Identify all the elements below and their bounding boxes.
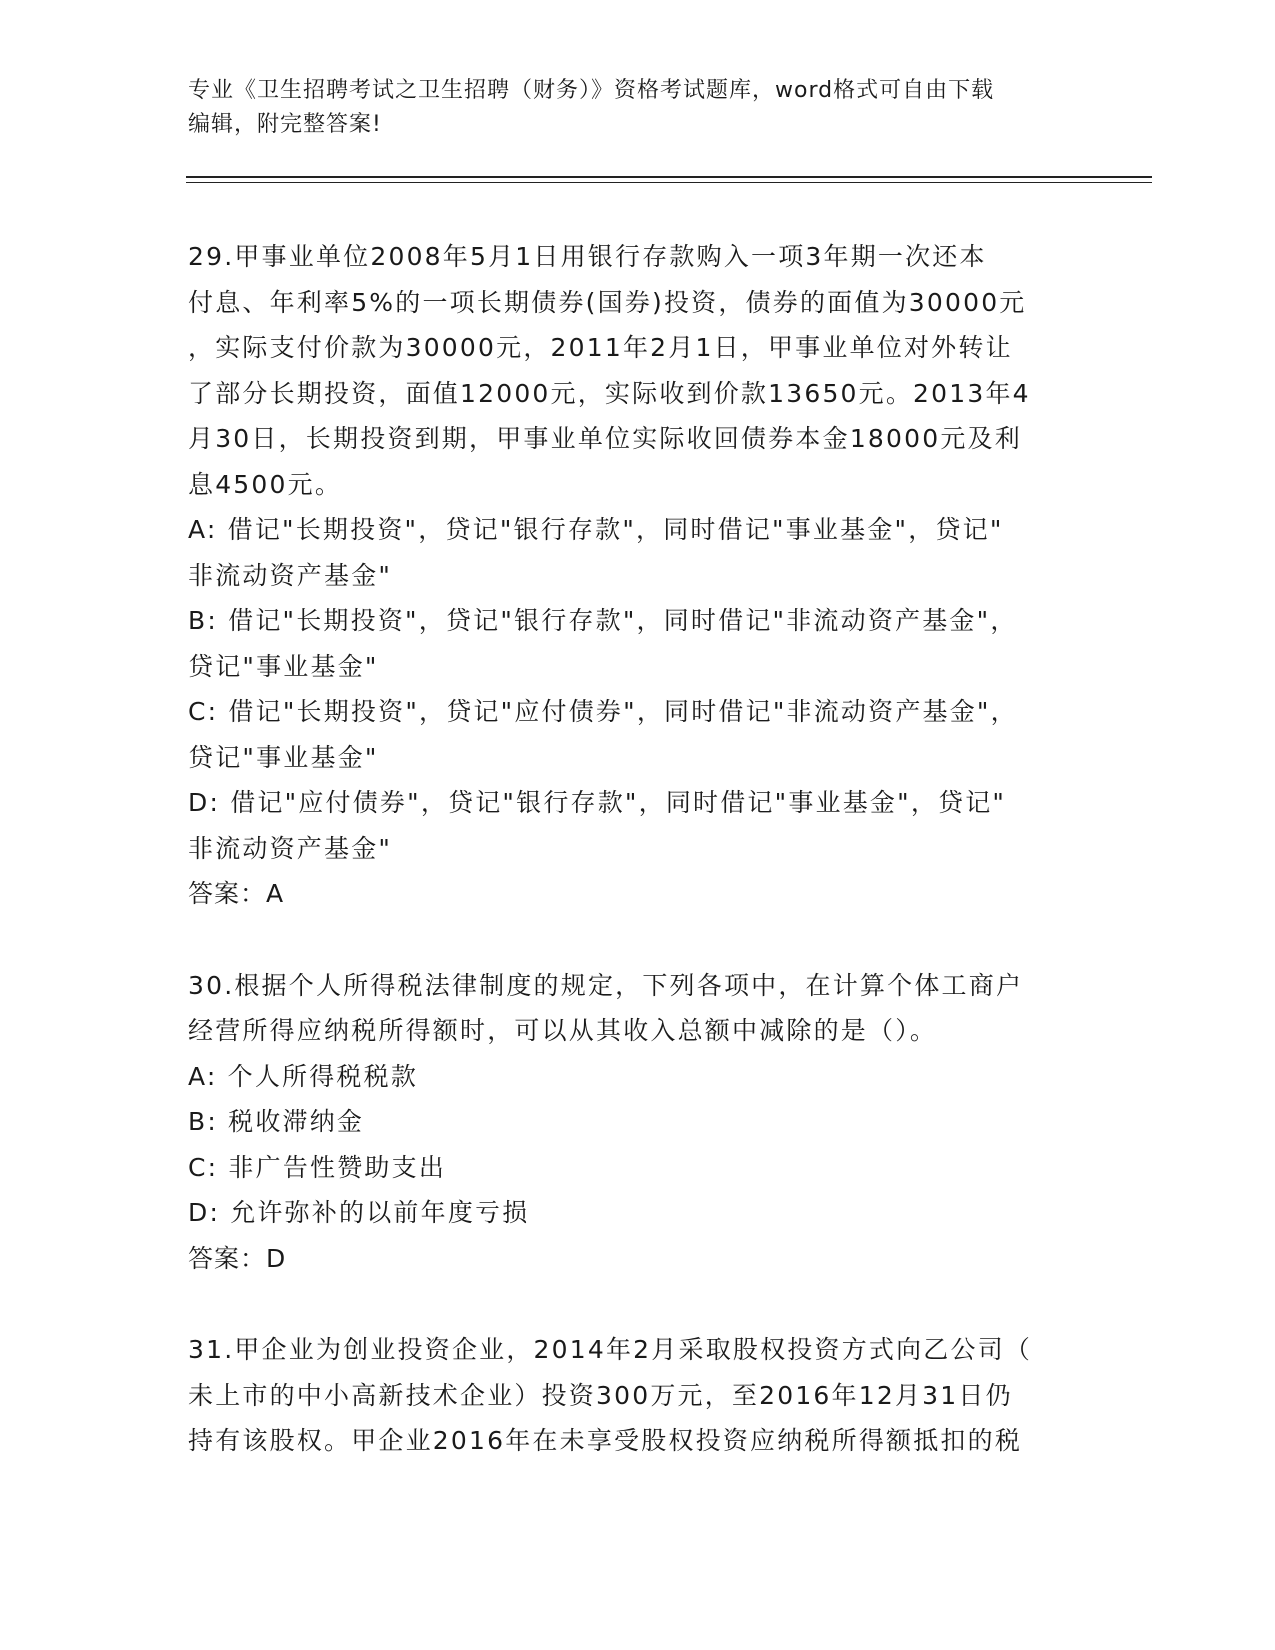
question-29 (188, 234, 1088, 917)
document-header (188, 74, 1068, 142)
stem-line: 付息、年利率5%的一项长期债券(国券)投资，债券的面值为30000元 (188, 287, 1027, 317)
option-text: D: 借记"应付债券"，贷记"银行存款"，同时借记"事业基金"，贷记" (188, 788, 1007, 817)
stem-line: 经营所得应纳税所得额时，可以从其收入总额中减除的是（）。 (188, 1016, 938, 1045)
stem-line: 了部分长期投资，面值12000元，实际收到价款13650元。2013年4 (188, 378, 1031, 408)
option-a (188, 507, 1088, 598)
option-text: 非流动资产基金" (188, 833, 393, 863)
stem-line: ，实际支付价款为30000元，2011年2月1日，甲事业单位对外转让 (188, 333, 1013, 362)
question-stem (188, 1327, 1088, 1464)
option-c (188, 689, 1088, 780)
option-text: 贷记"事业基金" (188, 651, 379, 681)
header-divider-thin (186, 182, 1152, 183)
spacer (188, 917, 1088, 963)
question-stem (188, 963, 1088, 1054)
option-b: B: 税收滞纳金 (188, 1107, 365, 1136)
question-list (188, 234, 1088, 1464)
header-divider-thick (186, 176, 1152, 178)
option-text: 非流动资产基金" (188, 560, 393, 590)
option-text: B: 借记"长期投资"，贷记"银行存款"，同时借记"非流动资产基金"， (188, 606, 1018, 635)
stem-line: 29.甲事业单位2008年5月1日用银行存款购入一项3年期一次还本 (188, 242, 987, 271)
question-30 (188, 963, 1088, 1282)
option-d: D: 允许弥补的以前年度亏损 (188, 1198, 530, 1227)
option-b (188, 598, 1088, 689)
option-d (188, 780, 1088, 871)
header-line-1: 专业《卫生招聘考试之卫生招聘（财务）》资格考试题库，word格式可自由下载 (188, 78, 995, 103)
stem-line: 月30日，长期投资到期，甲事业单位实际收回债券本金18000元及利 (188, 424, 1022, 453)
header-line-2: 编辑，附完整答案! (188, 112, 382, 137)
option-text: C: 借记"长期投资"，贷记"应付债券"，同时借记"非流动资产基金"， (188, 697, 1018, 726)
stem-line: 持有该股权。甲企业2016年在未享受股权投资应纳税所得额抵扣的税 (188, 1426, 1023, 1455)
answer-line: 答案：A (188, 879, 285, 908)
option-c: C: 非广告性赞助支出 (188, 1152, 447, 1182)
stem-line: 31.甲企业为创业投资企业，2014年2月采取股权投资方式向乙公司（ (188, 1335, 1033, 1364)
stem-line: 未上市的中小高新技术企业）投资300万元，至2016年12月31日仍 (188, 1380, 1013, 1410)
option-text: A: 借记"长期投资"，贷记"银行存款"，同时借记"事业基金"，贷记" (188, 515, 1004, 544)
option-a: A: 个人所得税税款 (188, 1061, 419, 1091)
stem-line: 30.根据个人所得税法律制度的规定，下列各项中，在计算个体工商户 (188, 970, 1024, 1000)
option-text: 贷记"事业基金" (188, 742, 379, 772)
spacer (188, 1281, 1088, 1327)
stem-line: 息4500元。 (188, 469, 343, 499)
answer-line: 答案：D (188, 1243, 287, 1273)
question-31 (188, 1327, 1088, 1464)
question-stem (188, 234, 1088, 507)
